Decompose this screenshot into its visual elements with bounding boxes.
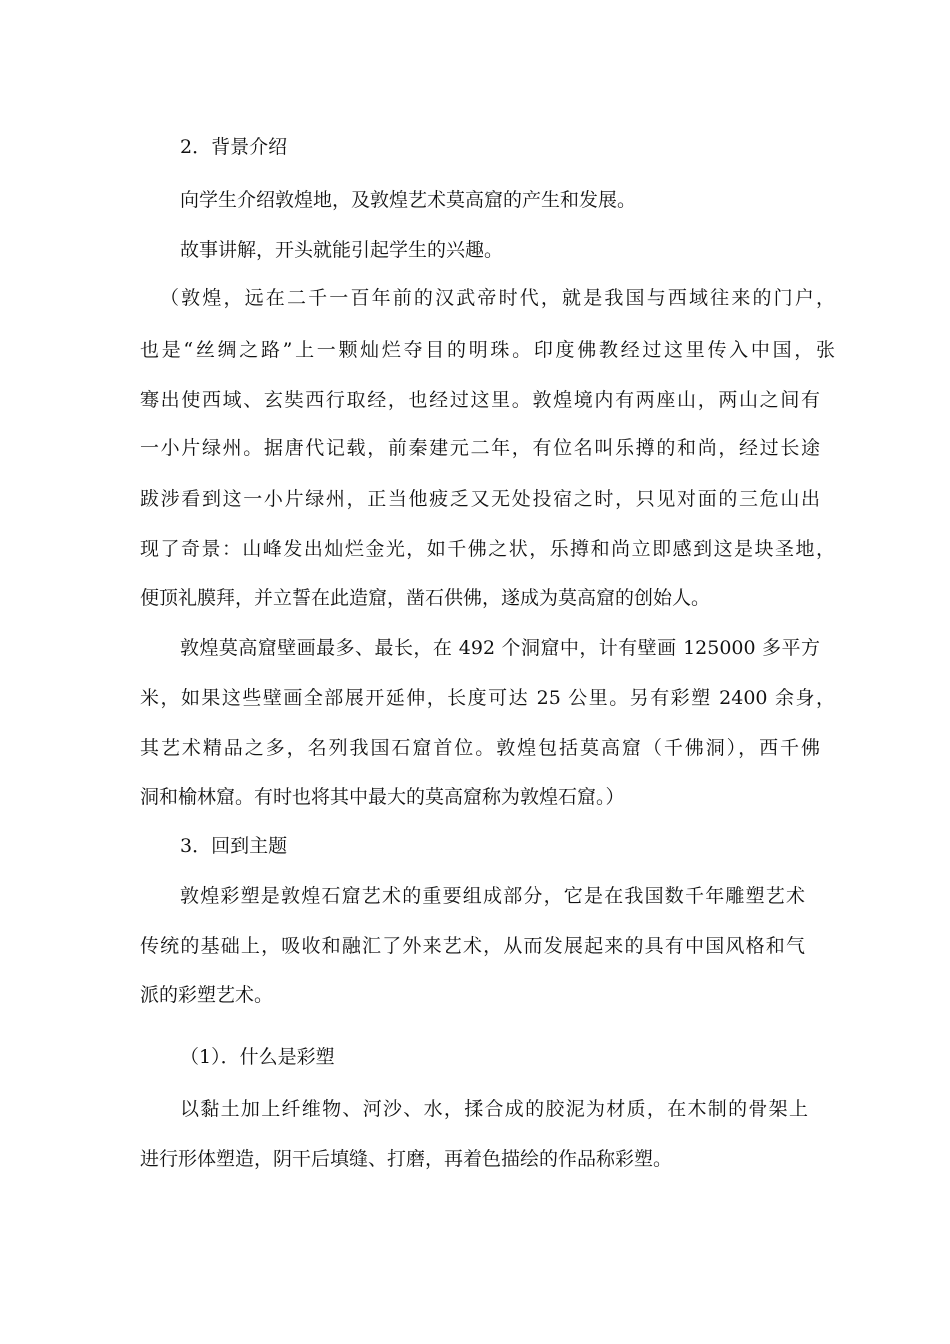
paragraph-line: 其艺术精品之多，名列我国石窟首位。敦煌包括莫高窟（千佛洞），西千佛 (140, 737, 820, 759)
paragraph-line: 向学生介绍敦煌地，及敦煌艺术莫高窟的产生和发展。 (180, 189, 637, 211)
paragraph-line: 米，如果这些壁画全部展开延伸，长度可达 25 公里。另有彩塑 2400 余身， (140, 687, 835, 709)
paragraph-line: 故事讲解，开头就能引起学生的兴趣。 (180, 239, 504, 261)
paragraph-line: 进行形体塑造，阴干后填缝、打磨，再着色描绘的作品称彩塑。 (140, 1148, 673, 1170)
paragraph-line: 一小片绿州。据唐代记载，前秦建元二年，有位名叫乐撙的和尚，经过长途 (140, 437, 820, 459)
paragraph-line: 现了奇景：山峰发出灿烂金光，如千佛之状，乐撙和尚立即感到这是块圣地， (140, 538, 835, 560)
paragraph-line: 以黏土加上纤维物、河沙、水，揉合成的胶泥为材质，在木制的骨架上 (180, 1098, 808, 1120)
paragraph-line: 骞出使西域、玄奘西行取经，也经过这里。敦煌境内有两座山，两山之间有 (140, 389, 820, 411)
paragraph-line: 也是“丝绸之路”上一颗灿烂夺目的明珠。印度佛教经过这里传入中国，张 (140, 339, 835, 361)
paragraph-line: 跋涉看到这一小片绿州，正当他疲乏又无处投宿之时，只见对面的三危山出 (140, 488, 820, 510)
section-heading: 2．背景介绍 (180, 136, 288, 158)
paragraph-line: 派的彩塑艺术。 (140, 984, 274, 1006)
paragraph-line: 洞和榆林窟。有时也将其中最大的莫高窟称为敦煌石窟。） (140, 786, 625, 808)
section-heading: 3．回到主题 (180, 835, 288, 857)
paragraph-line: 敦煌莫高窟壁画最多、最长，在 492 个洞窟中，计有壁画 125000 多平方 (180, 637, 820, 659)
subsection-heading: （1）．什么是彩塑 (180, 1046, 335, 1068)
paragraph-line: 便顶礼膜拜，并立誓在此造窟，凿石供佛，遂成为莫高窟的创始人。 (140, 587, 711, 609)
paragraph-line: 敦煌彩塑是敦煌石窟艺术的重要组成部分，它是在我国数千年雕塑艺术 (180, 885, 805, 907)
paragraph-line: （敦煌，远在二千一百年前的汉武帝时代，就是我国与西域往来的门户， (160, 287, 835, 309)
paragraph-line: 传统的基础上，吸收和融汇了外来艺术，从而发展起来的具有中国风格和气 (140, 935, 805, 957)
